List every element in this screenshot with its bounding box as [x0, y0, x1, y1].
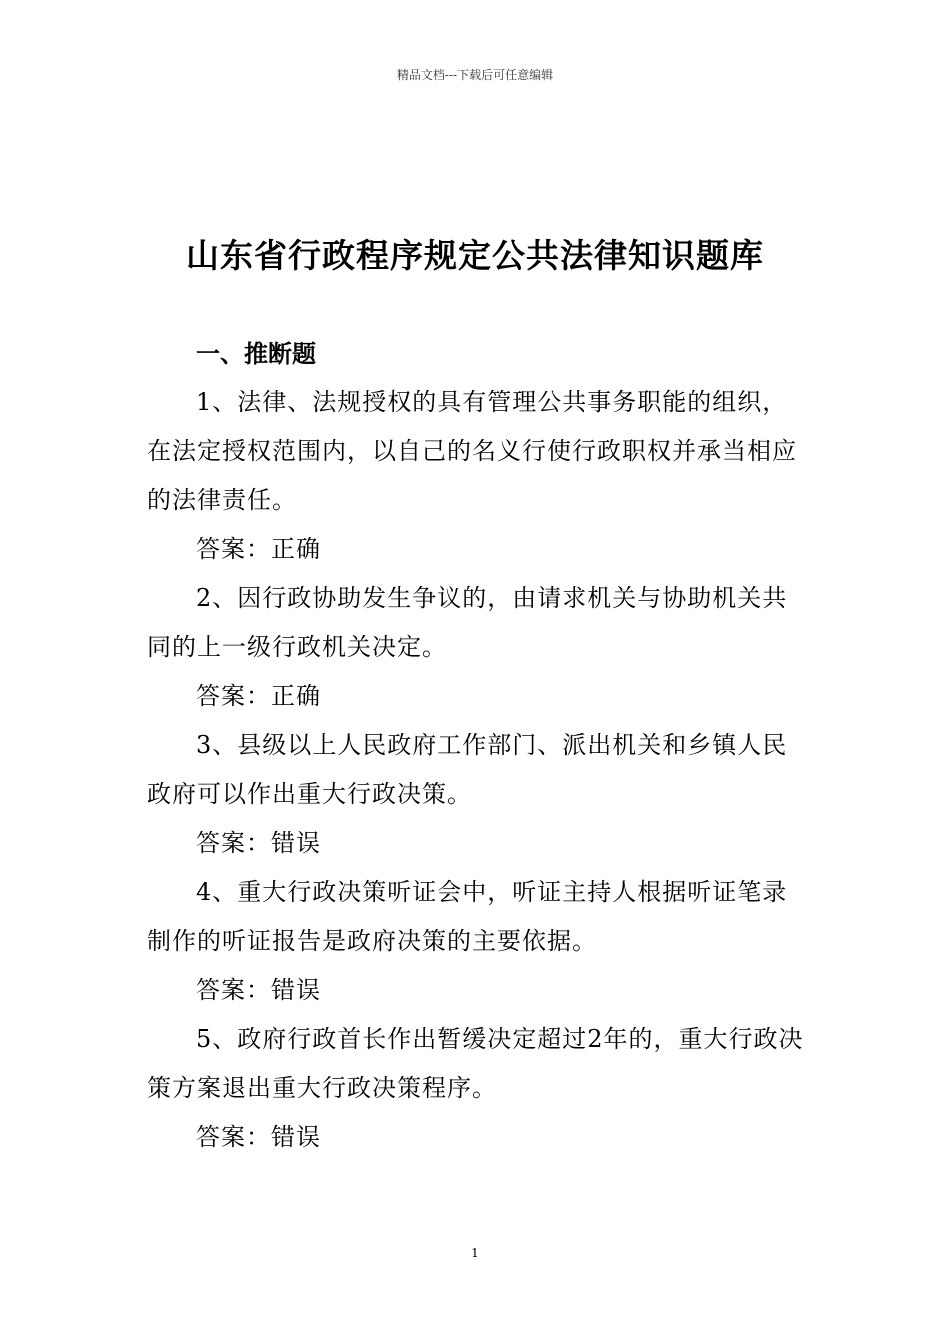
- question-text: 5、政府行政首长作出暂缓决定超过2年的，重大行政决策方案退出重大行政决策程序。: [147, 1025, 804, 1102]
- document-title: 山东省行政程序规定公共法律知识题库: [186, 236, 764, 275]
- question-text: 4、重大行政决策听证会中，听证主持人根据听证笔录制作的听证报告是政府决策的主要依据。: [147, 878, 788, 955]
- section-heading: 一、推断题: [196, 340, 316, 368]
- answer-text: 答案：错误: [196, 829, 321, 857]
- question-item: [147, 868, 807, 1015]
- question-item: [147, 1015, 807, 1162]
- page-number: 1: [471, 1246, 479, 1260]
- question-item: [147, 378, 807, 574]
- answer-text: 答案：正确: [196, 682, 321, 710]
- answer-text: 答案：正确: [196, 535, 321, 563]
- question-item: [147, 574, 807, 721]
- question-item: [147, 721, 807, 868]
- question-text: 2、因行政协助发生争议的，由请求机关与协助机关共同的上一级行政机关决定。: [147, 584, 788, 661]
- answer-text: 答案：错误: [196, 976, 321, 1004]
- question-text: 1、法律、法规授权的具有管理公共事务职能的组织，在法定授权范围内，以自己的名义行使行政职权并承当相应的法律责任。: [147, 388, 797, 514]
- answer-text: 答案：错误: [196, 1123, 321, 1151]
- document-body: [147, 330, 807, 1162]
- page-header: 精品文档---下载后可任意编辑: [396, 68, 554, 82]
- question-text: 3、县级以上人民政府工作部门、派出机关和乡镇人民政府可以作出重大行政决策。: [147, 731, 788, 808]
